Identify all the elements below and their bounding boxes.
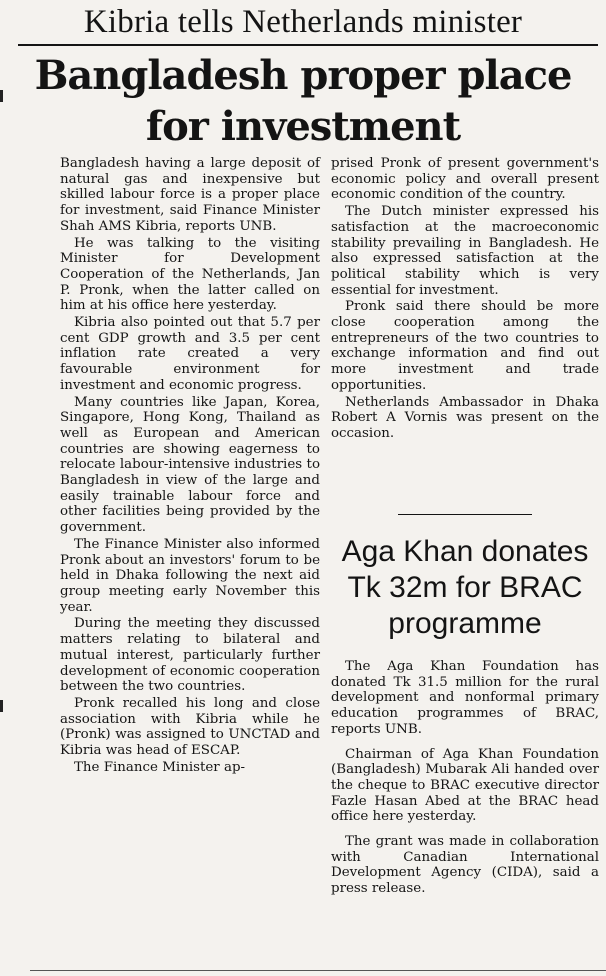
article-1-paragraph: Many countries like Japan, Korea, Singapore, Hong Kong, Thailand as well as European and American countries are showing eagerness to relocate labour-intensive industries to Bangladesh in view of the large and easily trainable labour force and other facilities being provided by the government. (60, 394, 320, 536)
margin-mark (0, 700, 3, 712)
kicker-rule (18, 44, 598, 46)
article-1-paragraph: The Finance Minister ap- (74, 759, 246, 775)
article-1-column-2 (331, 156, 599, 442)
kicker-headline: Kibria tells Netherlands minister (83, 4, 523, 40)
article-1-paragraph: Bangladesh having a large deposit of natural gas and inexpensive but skilled labour force is a proper place for investment, said Finance Minister Shah AMS Kibria, reports UNB. (60, 156, 320, 234)
article-1-paragraph: prised Pronk of present government's economic policy and overall present economic condition of the country. (331, 156, 599, 203)
article-divider (398, 514, 532, 515)
main-headline-line-1: Bangladesh proper place (34, 52, 572, 99)
article-2-paragraph: Chairman of Aga Khan Foundation (Bangladesh) Mubarak Ali handed over the cheque to BRAC executive director Fazle Hasan Abed at the BRAC head office here yesterday. (331, 746, 599, 825)
article-2-headline-line-3: programme (388, 607, 542, 640)
bottom-rule (30, 970, 606, 971)
article-2-headline (323, 534, 606, 642)
article-1-paragraph: Pronk recalled his long and close association with Kibria while he (Pronk) was assigned to UNCTAD and Kibria was head of ESCAP. (60, 695, 320, 759)
article-1-paragraph: Netherlands Ambassador in Dhaka Robert A Vornis was present on the occasion. (331, 394, 599, 441)
article-2-headline-line-1: Aga Khan donates (341, 535, 589, 568)
article-1-paragraph: The Finance Minister also informed Pronk about an investors' forum to be held in Dhaka following the next aid group meeting early November this year. (60, 536, 320, 615)
article-1-paragraph: Pronk said there should be more close cooperation among the entrepreneurs of the two countries to exchange information and find out more investment and trade opportunities. (331, 299, 599, 393)
article-1-paragraph: During the meeting they discussed matters relating to bilateral and mutual interest, particularly further development of economic cooperation between the two countries. (60, 616, 320, 695)
article-1-column-1 (60, 156, 320, 775)
article-2-paragraph: The Aga Khan Foundation has donated Tk 31.5 million for the rural development and nonformal primary education programmes of BRAC, reports UNB. (331, 659, 599, 737)
article-1-paragraph: Kibria also pointed out that 5.7 per cent GDP growth and 3.5 per cent inflation rate created a very favourable environment for investment and economic progress. (60, 315, 320, 393)
article-1-paragraph: The Dutch minister expressed his satisfaction at the macroeconomic stability prevailing in Bangladesh. He also expressed satisfaction at the political stability which is very essential for investment. (331, 204, 599, 298)
article-1-paragraph: He was talking to the visiting Minister for Development Cooperation of the Netherlands, Jan P. Pronk, when the latter called on him at his office here yesterday. (60, 235, 320, 314)
article-2-body (331, 659, 599, 897)
margin-mark (0, 90, 3, 102)
article-2-paragraph: The grant was made in collaboration with Canadian International Development Agency (CIDA), said a press release. (331, 834, 599, 897)
main-headline-line-2: for investment (145, 103, 461, 150)
main-headline (0, 50, 606, 152)
article-2-headline-line-2: Tk 32m for BRAC (347, 571, 583, 604)
